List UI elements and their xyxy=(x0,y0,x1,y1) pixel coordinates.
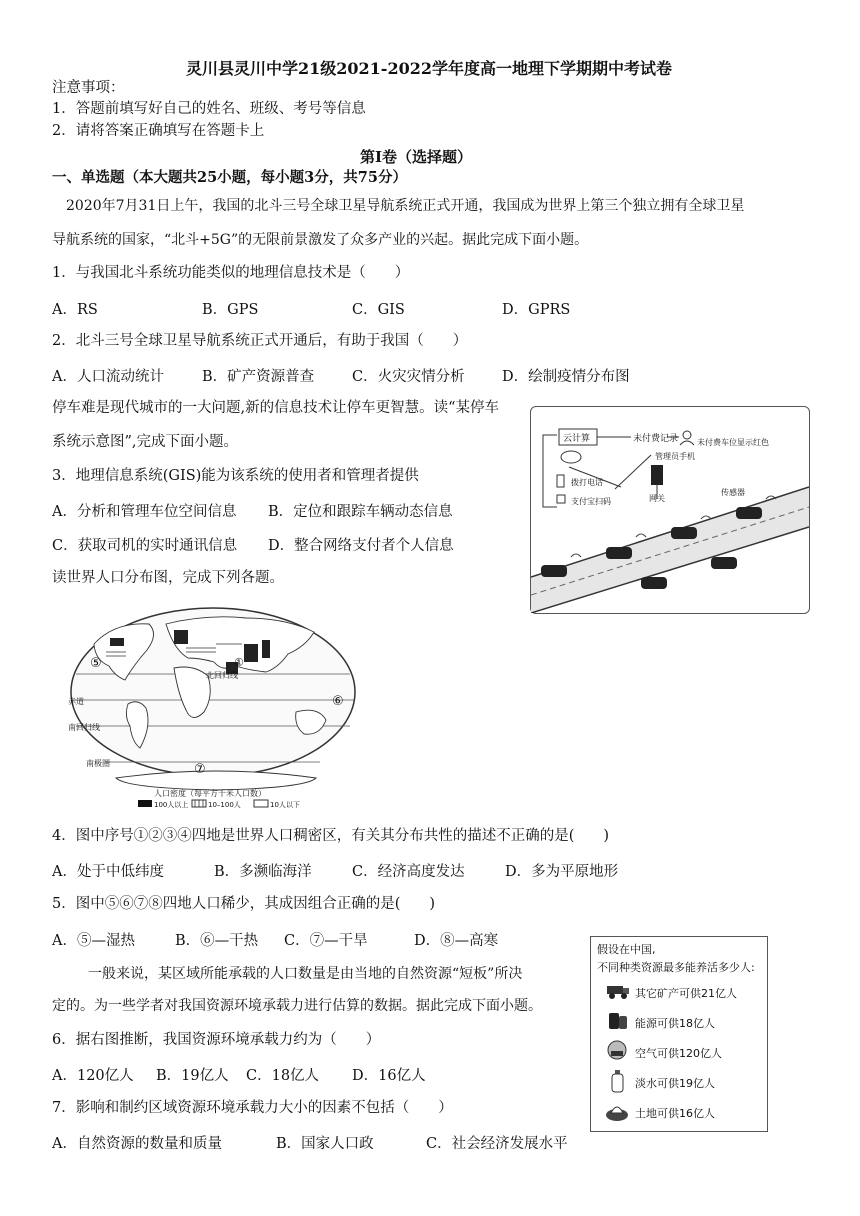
question-6-option-b: B．19亿人 xyxy=(156,1068,229,1084)
map-mark-5: ⑤ xyxy=(90,656,102,671)
question-6-option-d: D．16亿人 xyxy=(352,1068,426,1084)
resource-capacity-figure xyxy=(590,936,768,1132)
question-7-option-b: B．国家人口政 xyxy=(276,1136,374,1152)
question-3-option-b: B．定位和跟踪车辆动态信息 xyxy=(268,504,453,520)
passage-1-line-2: 导航系统的国家，“北斗+5G”的无限前景激发了众多产业的兴起。据此完成下面小题。 xyxy=(52,232,589,248)
resource-item-minerals: 其它矿产可供21亿人 xyxy=(635,987,737,1000)
alipay-label: 支付宝扫码 xyxy=(571,497,611,506)
passage-3: 读世界人口分布图，完成下列各题。 xyxy=(52,570,284,586)
notice-item-2: 2．请将答案正确填写在答题卡上 xyxy=(52,123,265,139)
question-4-option-c: C．经济高度发达 xyxy=(352,864,465,880)
legend-item-mid: 10–100人 xyxy=(208,801,241,809)
tropic-south-label: 南回归线 xyxy=(68,723,100,732)
question-2-stem: 2．北斗三号全球卫星导航系统正式开通后，有助于我国（ ） xyxy=(52,333,468,349)
question-1-option-d: D．GPRS xyxy=(502,302,571,318)
passage-1-line-1: 2020年7月31日上午，我国的北斗三号全球卫星导航系统正式开通，我国成为世界上第三个独立拥有全球卫星 xyxy=(66,198,745,214)
world-population-map xyxy=(66,604,360,808)
question-4-option-d: D．多为平原地形 xyxy=(505,864,619,880)
passage-4-line-2: 定的。为一些学者对我国资源环境承载力进行估算的数据。据此完成下面小题。 xyxy=(52,998,542,1014)
question-6-stem: 6．据右图推断，我国资源环境承载力约为（ ） xyxy=(52,1032,381,1048)
mining-truck-icon xyxy=(605,981,631,1001)
land-icon xyxy=(605,1099,631,1123)
question-6-option-a: A．120亿人 xyxy=(52,1068,134,1084)
question-5-option-c: C．⑦—干旱 xyxy=(284,933,368,949)
admin-phone-label: 管理员手机 xyxy=(655,452,695,461)
cloud-compute-label: 云计算 xyxy=(563,434,591,444)
parking-system-figure xyxy=(530,406,810,614)
map-mark-1: ① xyxy=(234,656,244,669)
question-6-option-c: C．18亿人 xyxy=(246,1068,320,1084)
gateway-label: 网关 xyxy=(649,494,665,503)
question-5-option-d: D．⑧—高寒 xyxy=(414,933,499,949)
question-1-option-b: B．GPS xyxy=(202,302,259,318)
face-icon xyxy=(605,1039,631,1063)
question-3-stem: 3．地理信息系统(GIS)能为该系统的使用者和管理者提供 xyxy=(52,468,419,484)
question-5-option-b: B．⑥—干热 xyxy=(175,933,259,949)
equator-label: 赤道 xyxy=(68,697,84,706)
section-title: 第Ⅰ卷（选择题） xyxy=(360,148,473,166)
unpaid-record-label: 未付费记录 xyxy=(633,434,679,444)
question-1-stem: 1．与我国北斗系统功能类似的地理信息技术是（ ） xyxy=(52,265,410,281)
question-4-option-b: B．多濒临海洋 xyxy=(214,864,312,880)
question-4-option-a: A．处于中低纬度 xyxy=(52,864,164,880)
question-5-option-a: A．⑤—湿热 xyxy=(52,933,135,949)
question-2-option-c: C．火灾灾情分析 xyxy=(352,369,465,385)
notice-item-1: 1．答题前填写好自己的姓名、班级、考号等信息 xyxy=(52,101,366,117)
exam-title: 灵川县灵川中学21级2021-2022学年度高一地理下学期期中考试卷 xyxy=(186,59,672,78)
unpaid-display-label: 未付费车位显示红色 xyxy=(697,438,769,447)
map-mark-7: ⑦ xyxy=(194,762,206,777)
oil-barrel-icon xyxy=(605,1011,631,1031)
passage-2-line-1: 停车难是现代城市的一大问题,新的信息技术让停车更智慧。读“某停车 xyxy=(52,400,500,416)
resource-header-2: 不同种类资源最多能养活多少人: xyxy=(597,961,755,974)
question-7-stem: 7．影响和制约区域资源环境承载力大小的因素不包括（ ） xyxy=(52,1100,453,1116)
notice-label: 注意事项： xyxy=(52,80,125,96)
question-3-option-a: A．分析和管理车位空间信息 xyxy=(52,504,237,520)
resource-item-water: 淡水可供19亿人 xyxy=(635,1077,715,1090)
question-2-option-a: A．人口流动统计 xyxy=(52,369,164,385)
question-1-option-c: C．GIS xyxy=(352,302,405,318)
call-label: 拨打电话 xyxy=(571,478,603,487)
tropic-north-label: 北回归线 xyxy=(206,671,238,680)
question-3-option-d: D．整合网络支付者个人信息 xyxy=(268,538,454,554)
resource-item-air: 空气可供120亿人 xyxy=(635,1047,722,1060)
part-title: 一、单选题（本大题共25小题，每小题3分，共75分） xyxy=(52,169,407,186)
resource-item-land: 土地可供16亿人 xyxy=(635,1107,715,1120)
question-5-stem: 5．图中⑤⑥⑦⑧四地人口稀少，其成因组合正确的是( ) xyxy=(52,896,436,912)
passage-4-line-1: 一般来说，某区域所能承载的人口数量是由当地的自然资源“短板”所决 xyxy=(88,966,523,982)
question-2-option-d: D．绘制疫情分布图 xyxy=(502,369,630,385)
resource-header-1: 假设在中国, xyxy=(597,943,656,956)
resource-item-energy: 能源可供18亿人 xyxy=(635,1017,715,1030)
question-1-option-a: A．RS xyxy=(52,302,98,318)
question-7-option-a: A．自然资源的数量和质量 xyxy=(52,1136,222,1152)
passage-2-line-2: 系统示意图”,完成下面小题。 xyxy=(52,434,239,450)
question-2-option-b: B．矿产资源普查 xyxy=(202,369,315,385)
question-3-option-c: C．获取司机的实时通讯信息 xyxy=(52,538,238,554)
legend-item-low: 10人以下 xyxy=(270,801,300,809)
polar-south-label: 南极圈 xyxy=(86,759,110,768)
sensor-label: 传感器 xyxy=(721,488,745,497)
map-mark-6: ⑥ xyxy=(332,694,344,709)
legend-title: 人口密度（每平方千米人口数） xyxy=(154,789,266,798)
legend-item-high: 100人以上 xyxy=(154,801,189,809)
world-map-graphic xyxy=(66,604,360,808)
question-7-option-c: C．社会经济发展水平 xyxy=(426,1136,568,1152)
question-4-stem: 4．图中序号①②③④四地是世界人口稠密区，有关其分布共性的描述不正确的是( ) xyxy=(52,828,610,844)
water-bottle-icon xyxy=(605,1069,631,1093)
